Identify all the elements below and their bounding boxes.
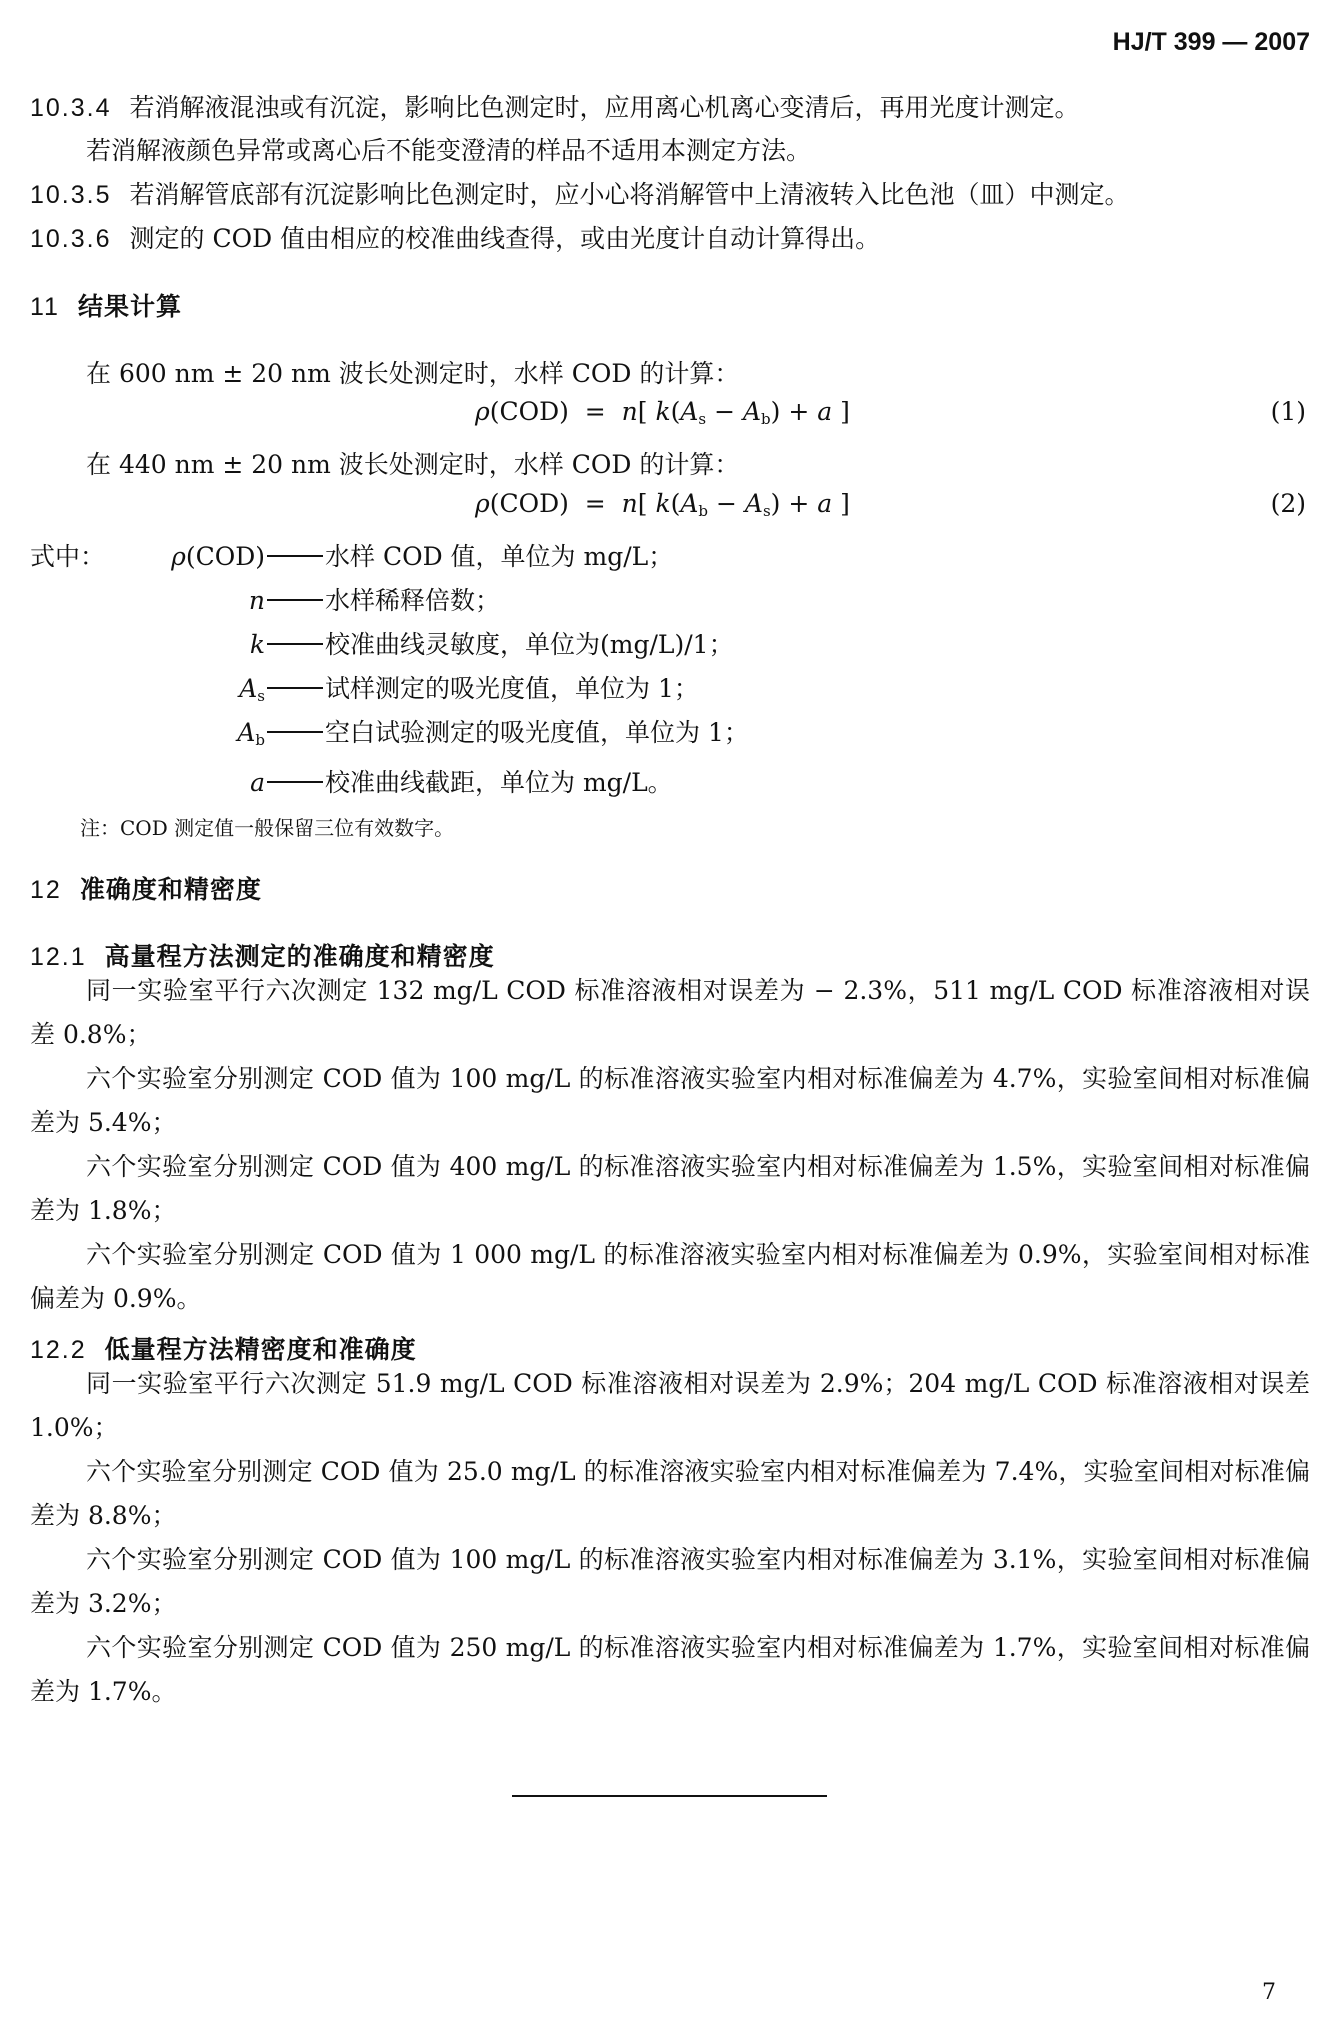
- legend-text: 试样测定的吸光度值，单位为 1；: [325, 674, 699, 703]
- section-title: 低量程方法精密度和准确度: [104, 1335, 417, 1364]
- end-rule: [512, 1795, 827, 1797]
- symbol-k: k: [249, 630, 265, 659]
- where-label: 式中：: [30, 542, 106, 571]
- legend-text: 校准曲线截距，单位为 mg/L。: [325, 768, 673, 797]
- symbol-rho: ρ(COD): [171, 542, 265, 571]
- clause-number: 10.3.5: [30, 181, 112, 209]
- legend-text: 空白试验测定的吸光度值，单位为 1；: [325, 718, 749, 747]
- clause-text: 若消解液混浊或有沉淀，影响比色测定时，应用离心机离心变清后，再用光度计测定。: [129, 93, 1080, 122]
- paragraph: 同一实验室平行六次测定 51.9 mg/L COD 标准溶液相对误差为 2.9%；204 mg/L COD 标准溶液相对误差 1.0%；: [30, 1369, 1310, 1442]
- paragraph: 六个实验室分别测定 COD 值为 100 mg/L 的标准溶液实验室内相对标准偏差为 4.7%，实验室间相对标准偏差为 5.4%；: [30, 1064, 1310, 1137]
- clause-text: 测定的 COD 值由相应的校准曲线查得，或由光度计自动计算得出。: [129, 224, 881, 253]
- note: 注：COD 测定值一般保留三位有效数字。: [80, 816, 455, 840]
- formula-2: ρ(COD) = n[ $k(A_b - A_s) + a$ ]: [475, 489, 850, 520]
- paragraph: 六个实验室分别测定 COD 值为 1 000 mg/L 的标准溶液实验室内相对标准偏差为 0.9%，实验室间相对标准偏差为 0.9%。: [30, 1240, 1310, 1313]
- legend-row-a: [85, 763, 673, 799]
- legend-row-k: [85, 625, 734, 661]
- clause-number: 10.3.6: [30, 225, 112, 253]
- formula-2-intro: 在 440 nm ± 20 nm 波长处测定时，水样 COD 的计算：: [86, 450, 740, 479]
- paragraph: 六个实验室分别测定 COD 值为 100 mg/L 的标准溶液实验室内相对标准偏差为 3.1%，实验室间相对标准偏差为 3.2%；: [30, 1545, 1310, 1618]
- paragraph: 六个实验室分别测定 COD 值为 250 mg/L 的标准溶液实验室内相对标准偏差为 1.7%，实验室间相对标准偏差为 1.7%。: [30, 1633, 1310, 1706]
- clause-text: 若消解管底部有沉淀影响比色测定时，应小心将消解管中上清液转入比色池（皿）中测定。: [129, 180, 1130, 209]
- standard-code-header: HJ/T 399 — 2007: [1112, 28, 1310, 56]
- legend-row-As: [85, 669, 699, 705]
- formula-1: ρ(COD) = n[ $k(A_s - A_b) + a$ ]: [475, 397, 850, 428]
- section-12-2-heading: [30, 1330, 417, 1366]
- section-title: 结果计算: [77, 292, 182, 321]
- legend-dash: [267, 731, 323, 733]
- clause-10-3-5: [30, 175, 1130, 211]
- legend-row-Ab: [85, 713, 749, 749]
- section-number: 12.2: [30, 1336, 87, 1364]
- clause-10-3-4: [30, 88, 1080, 124]
- section-number: 12: [30, 876, 62, 904]
- section-11-heading: [30, 287, 182, 323]
- legend-text: 校准曲线灵敏度，单位为(mg/L)/1；: [325, 630, 734, 659]
- legend-dash: [267, 781, 323, 783]
- page-number: 7: [1262, 1980, 1276, 2005]
- symbol-n: n: [248, 586, 265, 615]
- section-number: 11: [30, 293, 60, 321]
- section-number: 12.1: [30, 943, 87, 971]
- clause-10-3-6: [30, 219, 880, 255]
- clause-10-3-4-continuation: 若消解液颜色异常或离心后不能变澄清的样品不适用本测定方法。: [86, 136, 812, 165]
- symbol-a: a: [250, 768, 265, 797]
- formula-1-intro: 在 600 nm ± 20 nm 波长处测定时，水样 COD 的计算：: [86, 359, 740, 388]
- section-12-heading: [30, 870, 262, 906]
- symbol-As: $A_s$: [239, 674, 265, 705]
- legend-text: 水样 COD 值，单位为 mg/L；: [325, 542, 674, 571]
- section-12-1-heading: [30, 937, 495, 973]
- paragraph: 同一实验室平行六次测定 132 mg/L COD 标准溶液相对误差为 − 2.3%，511 mg/L COD 标准溶液相对误差 0.8%；: [30, 976, 1310, 1049]
- section-title: 高量程方法测定的准确度和精密度: [104, 942, 495, 971]
- equation-number-1: (1): [1270, 397, 1306, 426]
- paragraph: 六个实验室分别测定 COD 值为 400 mg/L 的标准溶液实验室内相对标准偏差为 1.5%，实验室间相对标准偏差为 1.8%；: [30, 1152, 1310, 1225]
- legend-row-rho: [115, 537, 673, 573]
- symbol-Ab: $A_b$: [237, 718, 265, 749]
- paragraph: 六个实验室分别测定 COD 值为 25.0 mg/L 的标准溶液实验室内相对标准偏差为 7.4%，实验室间相对标准偏差为 8.8%；: [30, 1457, 1310, 1530]
- section-title: 准确度和精密度: [79, 875, 262, 904]
- legend-row-n: [85, 581, 500, 617]
- legend-text: 水样稀释倍数；: [325, 586, 501, 615]
- legend-dash: [267, 555, 323, 557]
- clause-number: 10.3.4: [30, 94, 112, 122]
- legend-dash: [267, 599, 323, 601]
- legend-dash: [267, 687, 323, 689]
- legend-dash: [267, 643, 323, 645]
- equation-number-2: (2): [1270, 489, 1306, 518]
